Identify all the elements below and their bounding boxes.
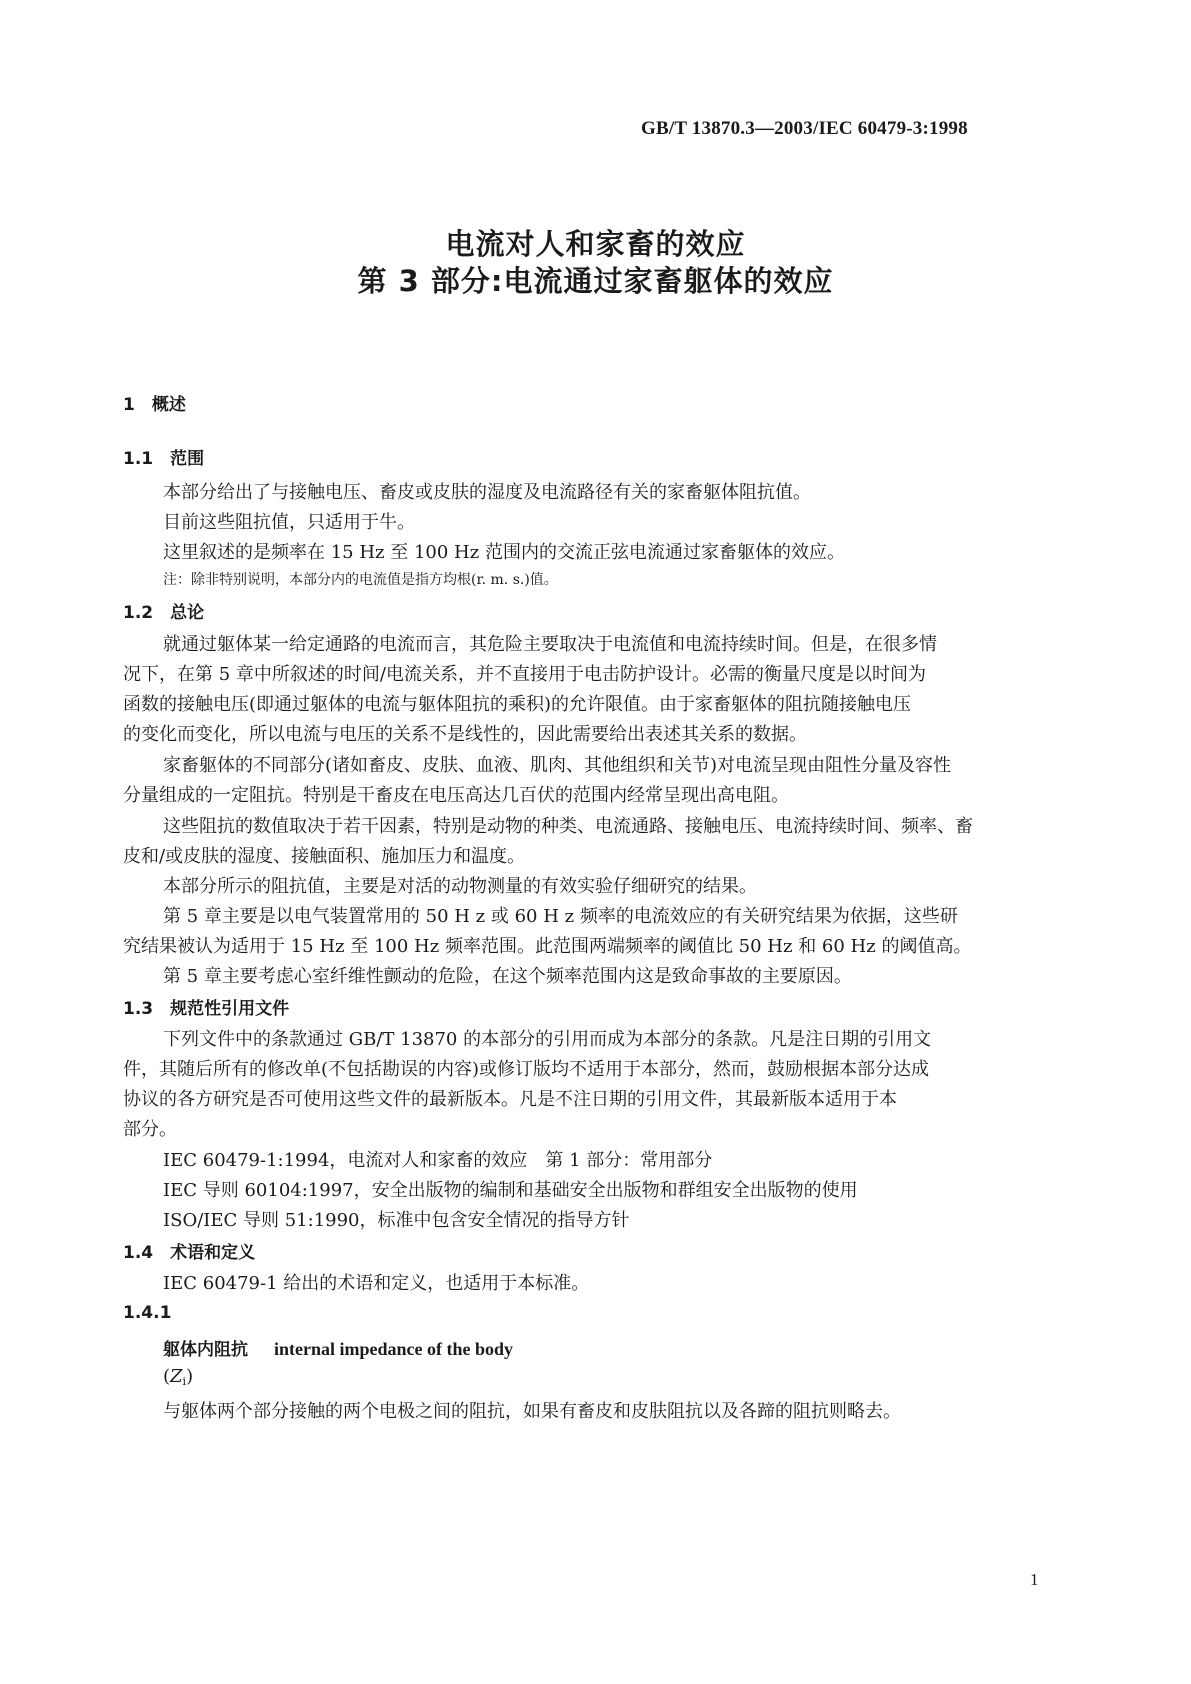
section-1-4-heading: 1.4 术语和定义 — [123, 1243, 256, 1263]
reference-item: IEC 60479-1:1994，电流对人和家畜的效应 第 1 部分：常用部分 — [163, 1150, 713, 1171]
paragraph-line: 分量组成的一定阻抗。特别是干畜皮在电压高达几百伏的范围内经常呈现出高电阻。 — [123, 785, 789, 806]
paragraph-line: 的变化而变化，所以电流与电压的关系不是线性的，因此需要给出表述其关系的数据。 — [123, 724, 807, 745]
paragraph-line: 第 5 章主要考虑心室纤维性颤动的危险，在这个频率范围内这是致命事故的主要原因。 — [163, 966, 852, 987]
section-1-2-heading: 1.2 总论 — [123, 603, 205, 623]
symbol-open: ( — [163, 1366, 171, 1387]
paragraph-line: 家畜躯体的不同部分(诸如畜皮、皮肤、血液、肌肉、其他组织和关节)对电流呈现由阻性分量及容性 — [163, 755, 952, 776]
paragraph-line: 下列文件中的条款通过 GB/T 13870 的本部分的引用而成为本部分的条款。凡是注日期的引用文 — [163, 1029, 932, 1050]
term-chinese: 躯体内阻抗 — [163, 1340, 248, 1360]
paragraph-line: 这些阻抗的数值取决于若干因素，特别是动物的种类、电流通路、接触电压、电流持续时间、频率、畜 — [163, 816, 973, 837]
document-subtitle: 第 3 部分:电流通过家畜躯体的效应 — [357, 264, 834, 298]
paragraph-line: 协议的各方研究是否可使用这些文件的最新版本。凡是不注日期的引用文件，其最新版本适用于本 — [123, 1089, 897, 1110]
term-line — [163, 1335, 513, 1360]
section-1-1-heading: 1.1 范围 — [123, 449, 205, 469]
symbol-close: ) — [186, 1366, 194, 1387]
term-definition: 与躯体两个部分接触的两个电极之间的阻抗，如果有畜皮和皮肤阻抗以及各蹄的阻抗则略去。 — [163, 1401, 901, 1422]
term-english: internal impedance of the body — [274, 1339, 514, 1359]
paragraph-line: 就通过躯体某一给定通路的电流而言，其危险主要取决于电流值和电流持续时间。但是，在很多情 — [163, 634, 937, 655]
paragraph-line: 况下，在第 5 章中所叙述的时间/电流关系，并不直接用于电击防护设计。必需的衡量尺度是以时间为 — [123, 664, 926, 685]
note: 注：除非特别说明，本部分内的电流值是指方均根(r. m. s.)值。 — [163, 572, 558, 588]
paragraph-line: 函数的接触电压(即通过躯体的电流与躯体阻抗的乘积)的允许限值。由于家畜躯体的阻抗随接触电压 — [123, 694, 912, 715]
paragraph-line: 部分。 — [123, 1119, 177, 1140]
paragraph: IEC 60479-1 给出的术语和定义，也适用于本标准。 — [163, 1273, 590, 1294]
section-1-heading: 1 概述 — [123, 395, 186, 415]
section-1-3-heading: 1.3 规范性引用文件 — [123, 999, 290, 1019]
page-number: 1 — [1030, 1570, 1039, 1589]
paragraph-line: 本部分所示的阻抗值，主要是对活的动物测量的有效实验仔细研究的结果。 — [163, 876, 757, 897]
reference-item: ISO/IEC 导则 51:1990，标准中包含安全情况的指导方针 — [163, 1210, 630, 1231]
symbol-subscript: i — [182, 1375, 187, 1388]
paragraph: 目前这些阻抗值，只适用于牛。 — [163, 512, 415, 533]
paragraph-line: 究结果被认为适用于 15 Hz 至 100 Hz 频率范围。此范围两端频率的阈值比 50 Hz 和 60 Hz 的阈值高。 — [123, 936, 972, 957]
document-title: 电流对人和家畜的效应 — [445, 227, 746, 261]
paragraph: 本部分给出了与接触电压、畜皮或皮肤的湿度及电流路径有关的家畜躯体阻抗值。 — [163, 482, 811, 503]
paragraph: 这里叙述的是频率在 15 Hz 至 100 Hz 范围内的交流正弦电流通过家畜躯体的效应。 — [163, 542, 845, 563]
reference-item: IEC 导则 60104:1997，安全出版物的编制和基础安全出版物和群组安全出版物的使用 — [163, 1180, 858, 1201]
term-symbol — [163, 1366, 193, 1388]
paragraph-line: 第 5 章主要是以电气装置常用的 50 H z 或 60 H z 频率的电流效应的有关研究结果为依据，这些研 — [163, 906, 958, 927]
paragraph-line: 皮和/或皮肤的湿度、接触面积、施加压力和温度。 — [123, 846, 526, 867]
section-1-4-1-heading: 1.4.1 — [123, 1303, 172, 1323]
symbol-main: Z — [170, 1366, 183, 1387]
standard-code: GB/T 13870.3—2003/IEC 60479-3:1998 — [641, 118, 968, 139]
paragraph-line: 件，其随后所有的修改单(不包括勘误的内容)或修订版均不适用于本部分，然而，鼓励根据本部分达成 — [123, 1059, 930, 1080]
